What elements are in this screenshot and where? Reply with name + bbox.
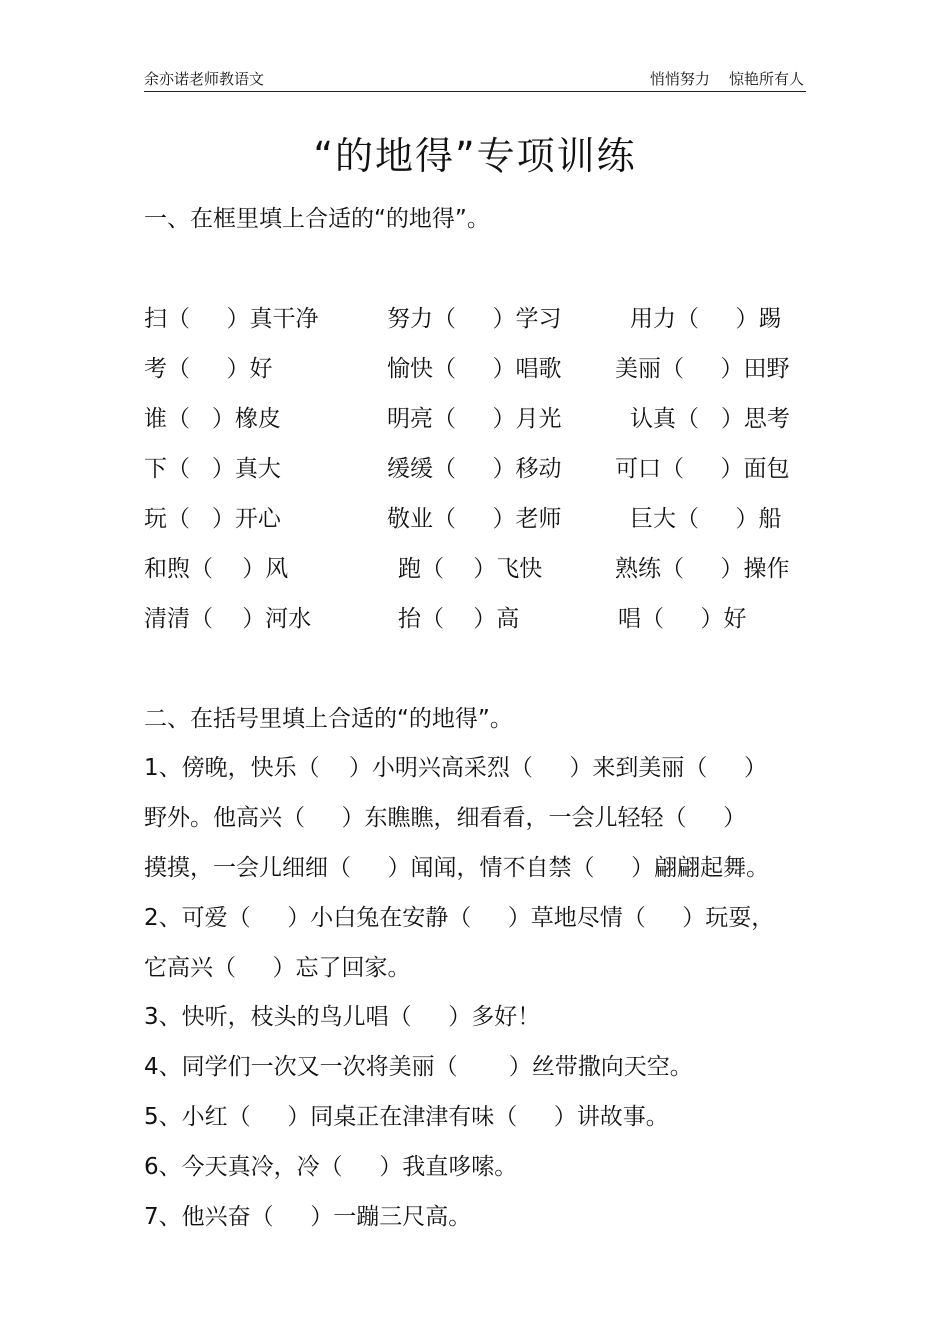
grid-item: 玩（ ）开心 (144, 506, 281, 532)
exercise-line: 3、快听，枝头的鸟儿唱（ ）多好！ (144, 1004, 541, 1030)
grid-item: 扫（ ）真干净 (144, 306, 319, 332)
grid-item: 熟练（ ）操作 (615, 556, 790, 582)
page-title: “的地得”专项训练 (313, 134, 637, 178)
grid-item: 明亮（ ）月光 (387, 406, 562, 432)
header-divider (144, 91, 806, 92)
grid-item: 谁（ ）橡皮 (144, 406, 281, 432)
grid-item: 和煦（ ）风 (144, 556, 289, 582)
header-right-text: 悄悄努力 惊艳所有人 (649, 70, 804, 88)
exercise-line: 5、小红（ ）同桌正在津津有味（ ）讲故事。 (144, 1104, 669, 1130)
grid-item: 抬（ ）高 (398, 606, 520, 632)
exercise-line: 它高兴（ ）忘了回家。 (144, 955, 411, 981)
exercise-line: 7、他兴奋（ ）一蹦三尺高。 (144, 1204, 472, 1230)
exercise-line: 4、同学们一次又一次将美丽（ ）丝带撒向天空。 (144, 1054, 693, 1080)
grid-item: 认真（ ）思考 (630, 406, 790, 432)
grid-item: 唱（ ）好 (618, 606, 747, 632)
exercise-line: 6、今天真冷，冷（ ）我直哆嗦。 (144, 1154, 518, 1180)
exercise-line: 2、可爱（ ）小白兔在安静（ ）草地尽情（ ）玩耍， (144, 905, 775, 931)
header-left-text: 余亦诺老师教语文 (144, 70, 265, 88)
grid-item: 清清（ ）河水 (144, 606, 312, 632)
grid-item: 考（ ）好 (144, 356, 273, 382)
grid-item: 美丽（ ）田野 (615, 356, 790, 382)
grid-item: 巨大（ ）船 (630, 506, 782, 532)
section-1-heading: 一、在框里填上合适的“的地得”。 (144, 206, 490, 232)
grid-item: 努力（ ）学习 (387, 306, 562, 332)
grid-item: 缓缓（ ）移动 (387, 456, 562, 482)
grid-item: 愉快（ ）唱歌 (387, 356, 562, 382)
exercise-line: 野外。他高兴（ ）东瞧瞧，细看看，一会儿轻轻（ ） (144, 805, 747, 831)
grid-item: 可口（ ）面包 (615, 456, 790, 482)
grid-item: 用力（ ）踢 (630, 306, 782, 332)
exercise-line: 摸摸，一会儿细细（ ）闻闻，情不自禁（ ）翩翩起舞。 (144, 855, 770, 881)
section-2-heading: 二、在括号里填上合适的“的地得”。 (144, 706, 513, 732)
grid-item: 敬业（ ）老师 (387, 506, 562, 532)
exercise-line: 1、傍晚，快乐（ ）小明兴高采烈（ ）来到美丽（ ） (144, 755, 767, 781)
grid-item: 跑（ ）飞快 (398, 556, 543, 582)
grid-item: 下（ ）真大 (144, 456, 281, 482)
